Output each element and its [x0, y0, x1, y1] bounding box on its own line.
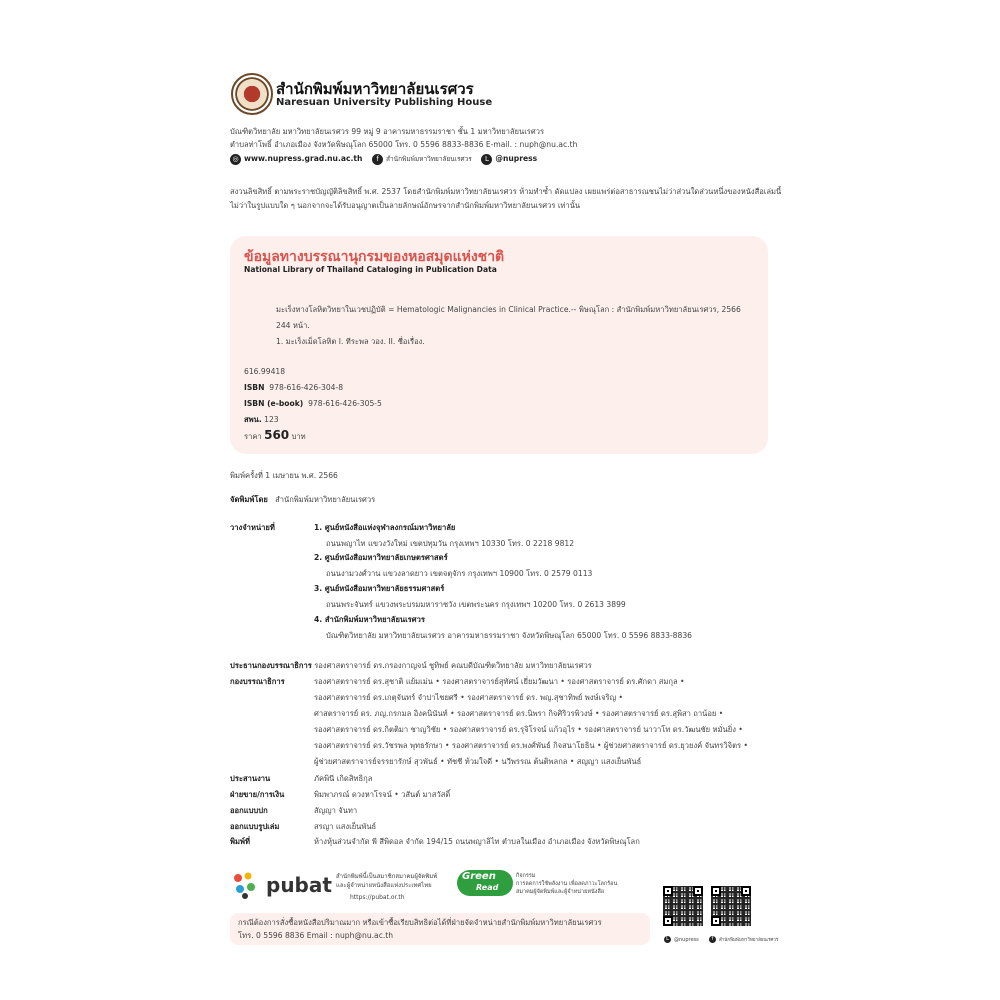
publisher-logo — [231, 73, 273, 115]
qr-label-facebook: f สำนักพิมพ์มหาวิทยาลัยนเรศวร — [709, 936, 778, 945]
printer-label: พิมพ์ที่ — [230, 837, 251, 846]
cip-entry-line-2: 244 หน้า. — [276, 321, 310, 330]
globe-icon: ◎ — [230, 154, 241, 165]
cip-entry-line-3: 1. มะเร็งเม็ดโลหิต I. ทีระพล วอง. II. ชื่อเรื่อง. — [276, 337, 425, 346]
board-member-line: รองศาสตราจารย์ ดร.วัชรพล พุทธรักษา • รองศาสตราจารย์ ดร.พงศ์พันธ์ กิจสนาโยธิน • ผู้ช่วยศาสตราจารย์ ดร.ยุวยงค์ จันทรวิจิตร • — [314, 741, 748, 750]
dist-4-address: บัณฑิตวิทยาลัย มหาวิทยาลัยนเรศวร อาคารมหาธรรมราชา จังหวัดพิษณุโลก 65000 โทร. 0 5596 8833-8836 — [326, 631, 692, 640]
cip-code: สพน. 123 — [244, 415, 279, 424]
qr-label-line: L @nupress — [664, 936, 699, 944]
layout-design-label: ออกแบบรูปเล่ม — [230, 822, 280, 831]
distribution-label: วางจำหน่ายที่ — [230, 523, 275, 532]
publisher-name-th: สำนักพิมพ์มหาวิทยาลัยนเรศวร — [276, 80, 474, 98]
address-line-1: บัณฑิตวิทยาลัย มหาวิทยาลัยนเรศวร 99 หมู่ 9 อาคารมหาธรรมราชา ชั้น 1 มหาวิทยาลัยนเรศวร — [230, 127, 545, 136]
pubat-logo-icon — [232, 870, 262, 900]
green-text-3: สมาคมผู้จัดพิมพ์และผู้จำหน่ายหนังสือ — [516, 889, 605, 895]
cover-design-label: ออกแบบปก — [230, 806, 268, 815]
cip-class-number: 616.99418 — [244, 367, 286, 376]
board-member-line: ผู้ช่วยศาสตราจารย์จรรยารักษ์ สุวพันธ์ • ทัชชี ท้วมใจดี • นวีพรรณ ต้นติพลกล • สญญา แสงเย็นพันธ์ — [314, 757, 642, 766]
green-text-2: การลดการใช้พลังงาน เพื่อลดภาวะโลกร้อน — [516, 881, 618, 887]
dist-1-name: 1. ศูนย์หนังสือแห่งจุฬาลงกรณ์มหาวิทยาลัย — [314, 523, 456, 532]
facebook-icon: f — [372, 154, 383, 165]
green-text-1: กิจกรรม — [516, 873, 536, 879]
board-member-line: รองศาสตราจารย์ ดร.เกตุจันทร์ จำปาไชยศรี • รองศาสตราจารย์ ดร. พญ.สุชาทิพย์ พงษ์เจริญ • — [314, 693, 623, 702]
order-line-1: กรณีต้องการสั่งซื้อหนังสือปริมาณมาก หรือเข้าซื้อเรียบสิทธิต่อได้ที่ฝ่ายจัดจำหน่ายสำนักพิมพ์มหาวิทยาลัยนเรศวร — [238, 918, 602, 927]
coordinator-value: ภัคพินี เกิดสิทธิกุล — [314, 774, 373, 783]
contact-links — [230, 153, 537, 165]
cip-price: ราคา 560 บาท — [244, 428, 306, 442]
board-member-line: รองศาสตราจารย์ ดร.สุชาติ แย้มเม่น • รองศาสตราจารย์สุทัศน์ เยี่ยมวัฒนา • รองศาสตราจารย์ ดร.ศักดา สมกุล • — [314, 677, 685, 686]
coordinator-label: ประสานงาน — [230, 774, 271, 783]
website-link[interactable]: www.nupress.grad.nu.ac.th — [244, 154, 363, 163]
address-line-2: ตำบลท่าโพธิ์ อำเภอเมือง จังหวัดพิษณุโลก 65000 โทร. 0 5596 8833-8836 E-mail. : nuph@nu.ac.th — [230, 140, 578, 149]
order-line-2: โทร. 0 5596 8836 Email : nuph@nu.ac.th — [238, 931, 394, 940]
board-chair-row: ประธานกองบรรณาธิการ รองศาสตราจารย์ ดร.กรองกาญจน์ ชูทิพย์ คณบดีบัณฑิตวิทยาลัย มหาวิทยาลัยนเรศวร — [230, 661, 592, 670]
printer-value: ห้างหุ้นส่วนจำกัด พี สีพิดอล จำกัด 194/15 ถนนพญาลิไท ตำบลในเมือง อำเภอเมือง จังหวัดพิษณุโลก — [314, 837, 640, 846]
dist-2-name: 2. ศูนย์หนังสือมหาวิทยาลัยเกษตรศาสตร์ — [314, 553, 448, 562]
board-members-label: กองบรรณาธิการ — [230, 677, 285, 686]
copyright-line-1: สงวนลิขสิทธิ์ ตามพระราชบัญญัติลิขสิทธิ์ พ.ศ. 2537 โดยสำนักพิมพ์มหาวิทยาลัยนเรศวร ห้ามทำซ้ำ ดัดแปลง เผยแพร่ต่อสาธารณชนไม่ว่าส่วนใดส่วนหนึ่งของหนังสือเล่มนี้ — [230, 187, 782, 196]
line-icon: L — [481, 154, 492, 165]
dist-3-address: ถนนพระจันทร์ แขวงพระบรมมหาราชวัง เขตพระนคร กรุงเทพฯ 10200 โทร. 0 2613 3899 — [326, 600, 626, 609]
dist-2-address: ถนนงามวงศ์วาน แขวงลาดยาว เขตจตุจักร กรุงเทพฯ 10900 โทร. 0 2579 0113 — [326, 569, 593, 578]
cover-design-value: สัญญา จันทา — [314, 806, 358, 815]
board-member-line: ศาสตราจารย์ ดร. ภญ.กรกมล อิงคนินันท์ • รองศาสตราจารย์ ดร.นิพรา กิจศิริวรพิวงษ์ • รองศาสตราจารย์ ดร.สุพิสา ถาน้อย • — [314, 709, 724, 718]
edition: พิมพ์ครั้งที่ 1 เมษายน พ.ศ. 2566 — [230, 471, 338, 480]
line-icon: L — [664, 936, 671, 943]
copyright-line-2: ไม่ว่าในรูปแบบใด ๆ นอกจากจะได้รับอนุญาตเป็นลายลักษณ์อักษรจากสำนักพิมพ์มหาวิทยาลัยนเรศวร เท่านั้น — [230, 201, 581, 210]
dist-1-address: ถนนพญาไท แขวงวังใหม่ เขตปทุมวัน กรุงเทพฯ 10330 โทร. 0 2218 9812 — [326, 539, 575, 548]
sales-label: ฝ่ายขาย/การเงิน — [230, 790, 285, 799]
sales-value: พิมพาภรณ์ ดวงหาโรจน์ • วสันต์ มาสวัสดิ์ — [314, 790, 451, 799]
pubat-wordmark: pubat — [266, 873, 332, 897]
publisher-row: จัดพิมพ์โดย สำนักพิมพ์มหาวิทยาลัยนเรศวร — [230, 495, 376, 504]
line-link[interactable]: @nupress — [495, 154, 538, 163]
pubat-url[interactable]: https://pubat.or.th — [350, 894, 405, 901]
cip-isbn-ebook: ISBN (e-book) 978-616-426-305-5 — [244, 399, 382, 408]
publisher-name-en: Naresuan University Publishing House — [276, 97, 493, 108]
dist-4-name: 4. สำนักพิมพ์มหาวิทยาลัยนเรศวร — [314, 615, 425, 624]
cip-subtitle: National Library of Thailand Cataloging in Publication Data — [244, 265, 497, 274]
dist-3-name: 3. ศูนย์หนังสือมหาวิทยาลัยธรรมศาสตร์ — [314, 584, 445, 593]
cip-isbn: ISBN 978-616-426-304-8 — [244, 383, 344, 392]
facebook-link[interactable]: สำนักพิมพ์มหาวิทยาลัยนเรศวร — [386, 155, 472, 163]
pubat-text-1: สำนักพิมพ์นี้เป็นสมาชิกสมาคมผู้จัดพิมพ์ — [336, 873, 438, 880]
board-member-line: รองศาสตราจารย์ ดร.กิตติมา ชาญวิชัย • รองศาสตราจารย์ ดร.รุจิโรจน์ แก้วอุไร • รองศาสตราจารย์ นาวาโท ดร.วัฒนชัย หมั่นยิ่ง • — [314, 725, 743, 734]
qr-code-line[interactable] — [663, 886, 703, 926]
pubat-text-2: และผู้จำหน่ายหนังสือแห่งประเทศไทย — [336, 882, 432, 889]
cip-entry-line-1: มะเร็งทางโลหิตวิทยาในเวชปฏิบัติ = Hematologic Malignancies in Clinical Practice.-- พิษณุโลก : สำนักพิมพ์มหาวิทยาลัยนเรศวร, 2566 — [276, 305, 741, 314]
qr-code-facebook[interactable] — [711, 886, 751, 926]
layout-design-value: สรญา แสงเย็นพันธ์ — [314, 822, 377, 831]
facebook-icon: f — [709, 936, 716, 943]
green-read-wordmark: Green Read — [462, 871, 499, 892]
cip-title: ข้อมูลทางบรรณานุกรมของหอสมุดแห่งชาติ — [244, 249, 505, 265]
